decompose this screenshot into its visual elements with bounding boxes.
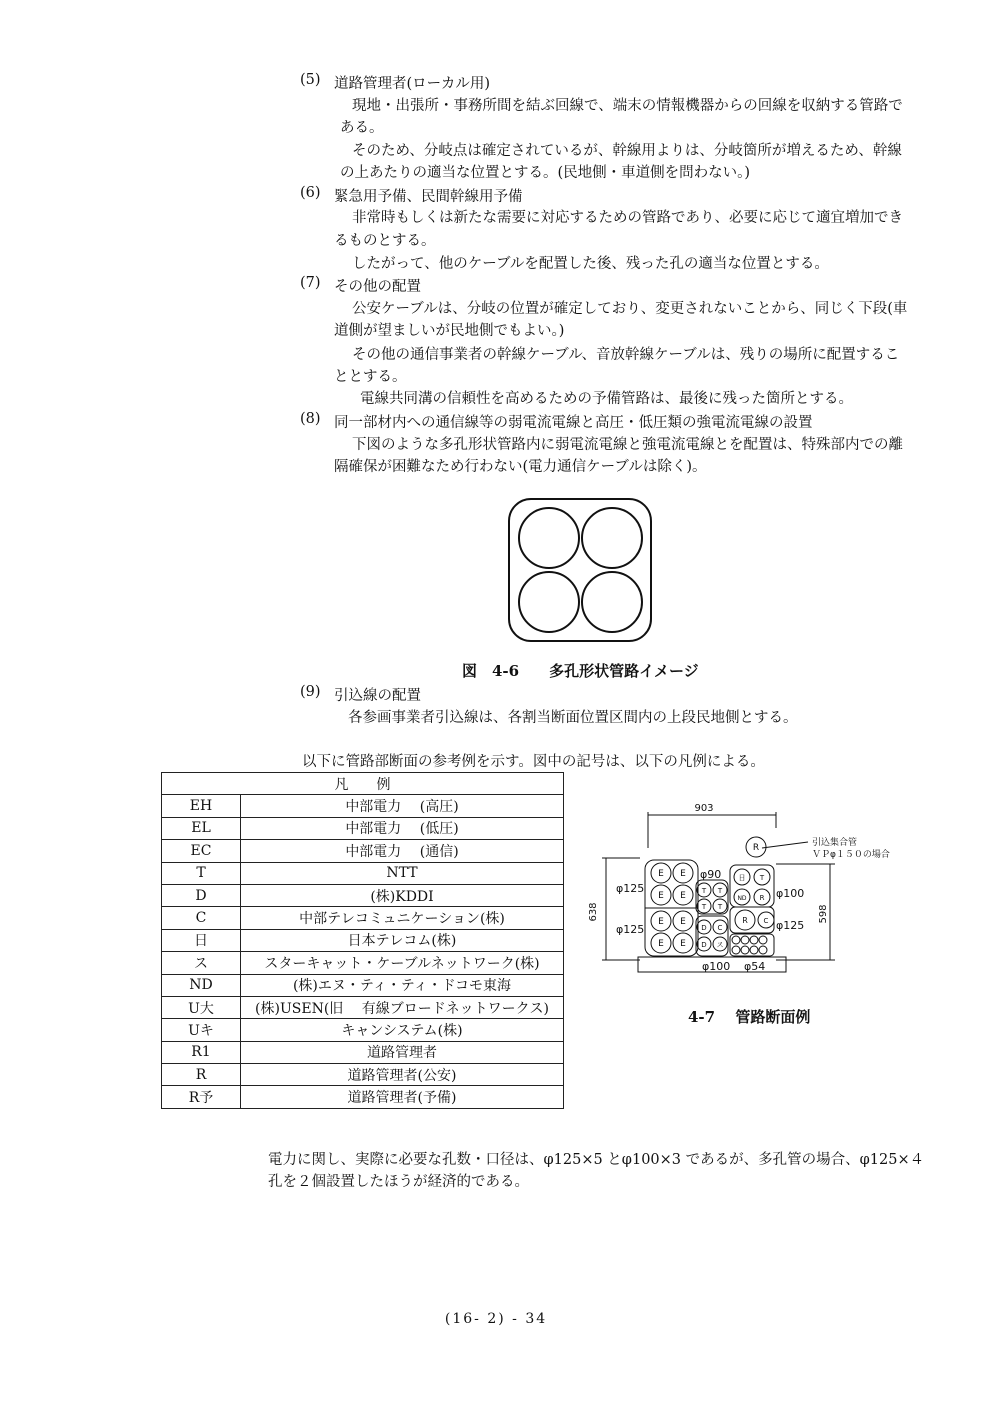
duct-outline — [509, 499, 651, 641]
paragraph-line: その他の通信事業者の幹線ケーブル、音放幹線ケーブルは、残りの場所に配置するこ — [352, 347, 900, 363]
section-title: その他の配置 — [334, 279, 421, 295]
cell-label: T — [701, 887, 707, 895]
section-number: (9) — [300, 684, 321, 700]
legend-name: スターキャット・ケーブルネットワーク(株) — [241, 952, 564, 974]
legend-code: T — [162, 862, 241, 884]
cell-label: T — [701, 903, 707, 911]
legend-code: EL — [162, 817, 241, 839]
legend-code: U大 — [162, 996, 241, 1018]
legend-name: 中部電力 (低圧) — [241, 817, 564, 839]
closing-line: 電力に関し、実際に必要な孔数・口径は、φ125×5 とφ100×3 であるが、多孔管の場合、φ125×４ — [268, 1152, 925, 1168]
legend-code: C — [162, 907, 241, 929]
duct-hole — [582, 572, 642, 632]
table-row — [162, 974, 564, 996]
legend-table — [161, 772, 564, 1109]
paragraph-line: 非常時もしくは新たな需要に対応するための管路であり、必要に応じて適宜増加でき — [352, 210, 903, 226]
r-top-label: R — [752, 843, 760, 853]
paragraph-line: 隔確保が困難なため行わない(電力通信ケーブルは除く)。 — [334, 459, 707, 475]
legend-code: R1 — [162, 1041, 241, 1063]
diameter-label: φ125 — [776, 919, 805, 932]
cell-label: E — [658, 869, 664, 879]
legend-name: 日本テレコム(株) — [241, 929, 564, 951]
cell-label: E — [680, 939, 686, 949]
paragraph-line: 道側が望ましいが民地側でもよい。) — [334, 323, 565, 339]
table-row — [162, 952, 564, 974]
cell-label: E — [680, 869, 686, 879]
cell-label: E — [658, 939, 664, 949]
table-row — [162, 795, 564, 817]
legend-name: 中部電力 (高圧) — [241, 795, 564, 817]
cell-label: E — [658, 917, 664, 927]
legend-code: EH — [162, 795, 241, 817]
section-title: 道路管理者(ローカル用) — [334, 76, 491, 92]
cell-label: T — [759, 874, 765, 882]
legend-name: (株)KDDI — [241, 884, 564, 906]
multi-hole-duct-figure — [505, 495, 655, 645]
legend-intro: 以下に管路部断面の参考例を示す。図中の記号は、以下の凡例による。 — [302, 754, 765, 770]
figure-4-7-caption: 4-7 管路断面例 — [688, 1008, 811, 1026]
legend-code: Uキ — [162, 1019, 241, 1041]
table-row — [162, 1064, 564, 1086]
diameter-label: φ100 — [702, 960, 731, 973]
cell-label: R — [759, 894, 765, 902]
legend-name: キャンシステム(株) — [241, 1019, 564, 1041]
legend-name: 道路管理者(予備) — [241, 1086, 564, 1108]
diameter-label: φ125 — [616, 882, 645, 895]
section-title: 引込線の配置 — [334, 688, 421, 704]
legend-name: (株)エヌ・ティ・ティ・ドコモ東海 — [241, 974, 564, 996]
cell-label: ND — [737, 895, 747, 902]
table-row — [162, 1019, 564, 1041]
table-row — [162, 996, 564, 1018]
paragraph-line: の上あたりの適当な位置とする。(民地側・車道側を問わない。) — [340, 165, 751, 181]
table-row — [162, 929, 564, 951]
paragraph-line: 公安ケーブルは、分岐の位置が確定しており、変更されないことから、同じく下段(車 — [352, 301, 908, 317]
diameter-label: φ54 — [744, 960, 766, 973]
legend-code: 日 — [162, 929, 241, 951]
paragraph-line: 現地・出張所・事務所間を結ぶ回線で、端末の情報機器からの回線を収納する管路で — [352, 98, 903, 114]
legend-code: R予 — [162, 1086, 241, 1108]
section-title: 同一部材内への通信線等の弱電流電線と高圧・低圧類の強電流電線の設置 — [334, 415, 813, 431]
figure-4-6-caption: 図 4-6 多孔形状管路イメージ — [462, 662, 699, 680]
paragraph-line: るものとする。 — [334, 233, 436, 249]
cell-label: E — [680, 917, 686, 927]
hikikomi-label: 引込集合管 — [812, 838, 858, 848]
cell-label: C — [763, 917, 769, 925]
table-row — [162, 862, 564, 884]
cell-label: T — [717, 887, 723, 895]
paragraph-line: 下図のような多孔形状管路内に弱電流電線と強電流電線とを配置は、特殊部内での離 — [352, 437, 903, 453]
legend-header: 凡 例 — [162, 773, 564, 795]
legend-header-row — [162, 773, 564, 795]
legend-name: NTT — [241, 862, 564, 884]
legend-code: EC — [162, 840, 241, 862]
legend-code: D — [162, 884, 241, 906]
cell-label: D — [701, 941, 707, 949]
paragraph-line: ある。 — [340, 120, 384, 136]
paragraph-line: したがって、他のケーブルを配置した後、残った孔の適当な位置とする。 — [352, 256, 829, 272]
duct-hole — [519, 572, 579, 632]
paragraph-line: そのため、分岐点は確定されているが、幹線用よりは、分岐箇所が増えるため、幹線 — [352, 143, 902, 159]
paragraph-line: ととする。 — [334, 369, 407, 385]
legend-name: 中部電力 (通信) — [241, 840, 564, 862]
dimension-label: 598 — [818, 904, 829, 924]
legend-code: R — [162, 1064, 241, 1086]
table-row — [162, 840, 564, 862]
cell-label: 日 — [738, 874, 746, 882]
legend-code: ス — [162, 952, 241, 974]
paragraph-line: 各参画事業者引込線は、各割当断面位置区間内の上段民地側とする。 — [348, 710, 798, 726]
diameter-label: φ90 — [700, 868, 722, 881]
diameter-label: φ100 — [776, 887, 805, 900]
table-row — [162, 1041, 564, 1063]
dimension-label: 903 — [694, 803, 714, 814]
legend-name: 道路管理者(公安) — [241, 1064, 564, 1086]
table-row — [162, 1086, 564, 1108]
legend-name: (株)USEN(旧 有線ブロードネットワークス) — [241, 996, 564, 1018]
cell-label: ス — [716, 941, 724, 949]
section-number: (7) — [300, 275, 321, 291]
paragraph-line: 電線共同溝の信頼性を高めるための予備管路は、最後に残った箇所とする。 — [360, 391, 853, 407]
cell-label: E — [680, 891, 686, 901]
section-number: (8) — [300, 411, 321, 427]
diameter-label: φ125 — [616, 923, 645, 936]
duct-cross-section-figure — [590, 798, 920, 980]
table-row — [162, 884, 564, 906]
legend-code: ND — [162, 974, 241, 996]
cell-label: R — [742, 916, 748, 925]
vp-label: ＶＰφ１５０の場合 — [812, 850, 890, 860]
dimension-label: 638 — [588, 902, 599, 922]
cell-label: C — [717, 924, 723, 932]
duct-hole — [582, 508, 642, 568]
section-title: 緊急用予備、民間幹線用予備 — [334, 189, 523, 205]
section-number: (6) — [300, 185, 321, 201]
cell-label: D — [701, 924, 707, 932]
section-number: (5) — [300, 72, 321, 88]
table-row — [162, 907, 564, 929]
legend-name: 中部テレコミュニケーション(株) — [241, 907, 564, 929]
cell-label: T — [717, 903, 723, 911]
legend-name: 道路管理者 — [241, 1041, 564, 1063]
duct-hole — [519, 508, 579, 568]
page-number: (16- 2) - 34 — [444, 1311, 548, 1327]
closing-line: 孔を２個設置したほうが経済的である。 — [268, 1174, 529, 1190]
table-row — [162, 817, 564, 839]
cell-label: E — [658, 891, 664, 901]
